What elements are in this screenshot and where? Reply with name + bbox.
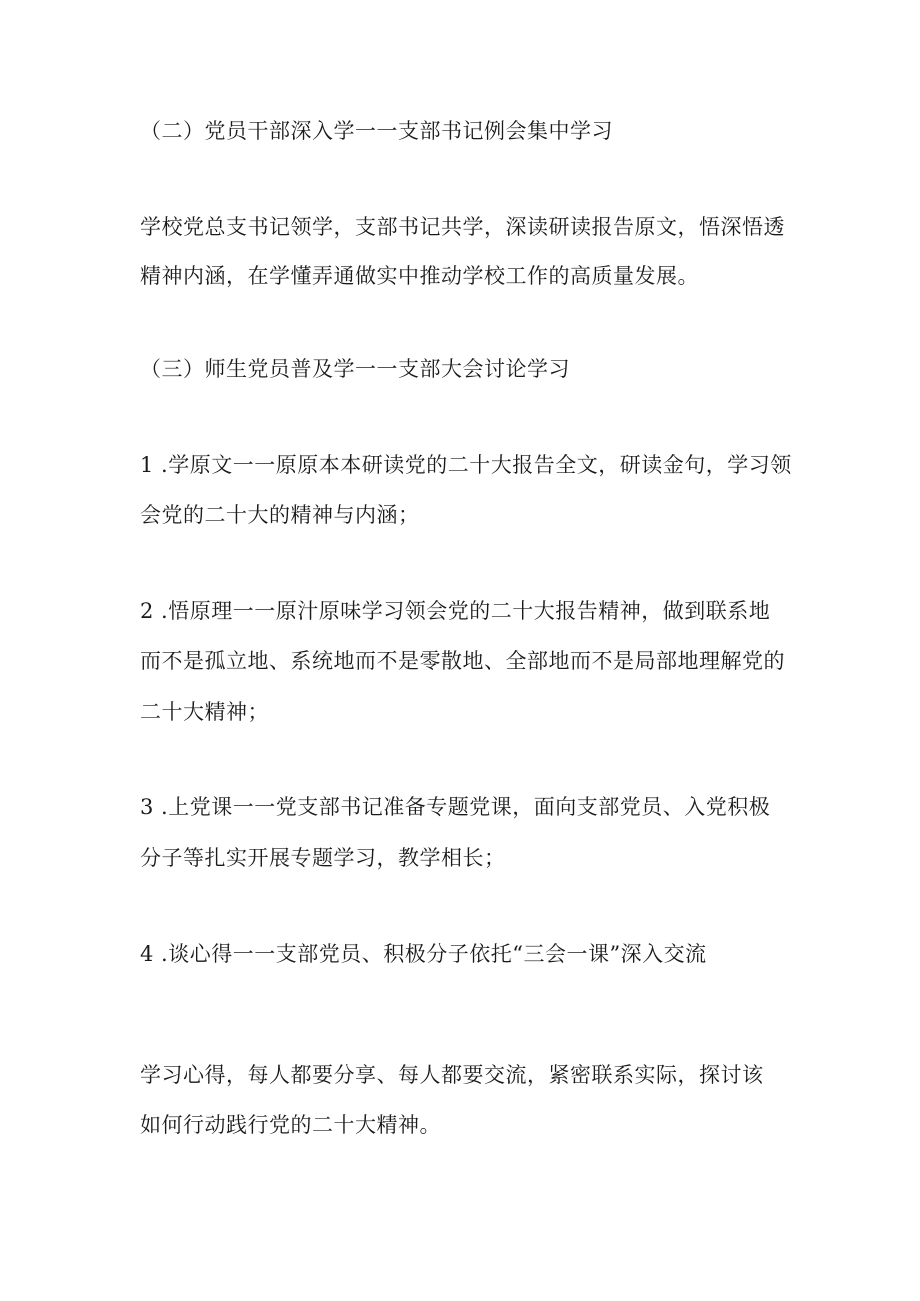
section-heading-3: （三）师生党员普及学一一支部大会讨论学习 (140, 357, 570, 381)
list-item-4-line: 4 .谈心得一一支部党员、积极分子依托“三会一课”深入交流 (140, 942, 707, 966)
list-item-1-line: 会党的二十大的精神与内涵； (140, 503, 420, 527)
closing-line: 学习心得，每人都要分享、每人都要交流，紧密联系实际，探讨该 (140, 1063, 764, 1087)
paragraph-line: 学校党总支书记领学，支部书记共学，深读研读报告原文，悟深悟透 (140, 215, 785, 239)
list-item-2-line: 二十大精神； (140, 700, 269, 724)
list-item-3-line: 分子等扎实开展专题学习，教学相长； (140, 846, 506, 870)
list-item-2-line: 而不是孤立地、系统地而不是零散地、全部地而不是局部地理解党的 (140, 649, 785, 673)
list-item-1-line: 1 .学原文一一原原本本研读党的二十大报告全文，研读金句，学习领 (140, 453, 792, 477)
paragraph-line: 精神内涵，在学懂弄通做实中推动学校工作的高质量发展。 (140, 264, 699, 288)
list-item-3-line: 3 .上党课一一党支部书记准备专题党课，面向支部党员、入党积极 (140, 795, 771, 819)
closing-line: 如何行动践行党的二十大精神。 (140, 1113, 441, 1137)
section-heading-2: （二）党员干部深入学一一支部书记例会集中学习 (140, 119, 613, 143)
list-item-2-line: 2 .悟原理一一原汁原味学习领会党的二十大报告精神，做到联系地 (140, 599, 771, 623)
